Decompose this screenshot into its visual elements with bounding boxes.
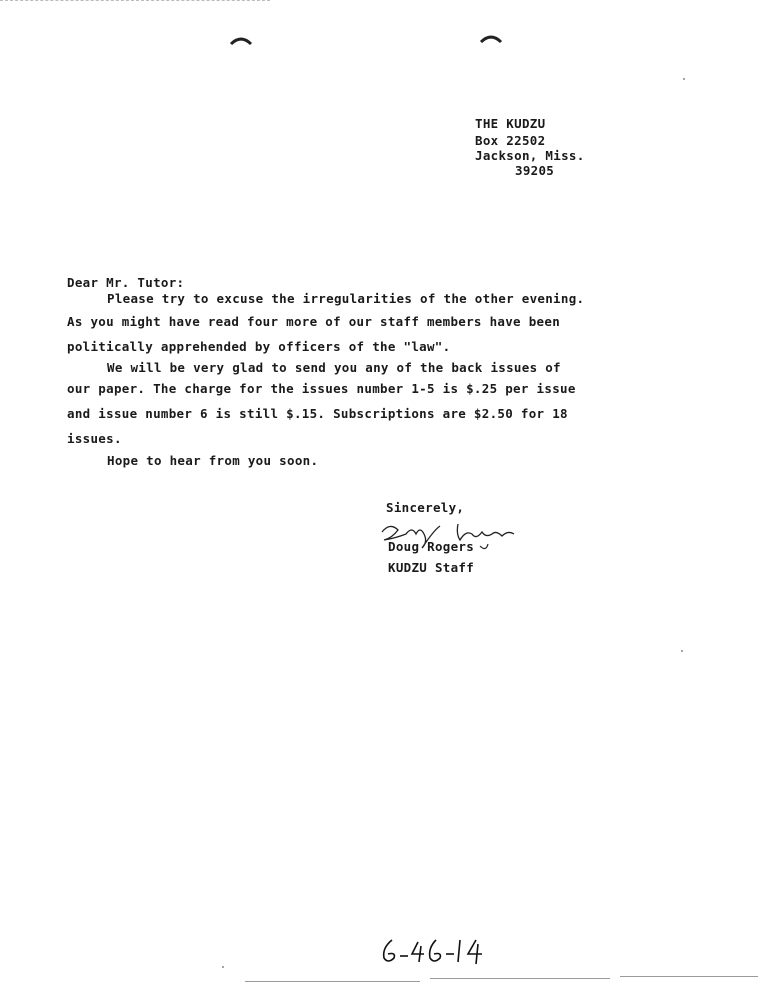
scan-speck: [681, 650, 683, 652]
address-line-1: THE KUDZU: [475, 116, 546, 131]
body-line-6: and issue number 6 is still $.15. Subscriptions are $2.50 for 18: [67, 406, 568, 421]
handwritten-file-number: [378, 934, 488, 968]
body-line-8: Hope to hear from you soon.: [107, 453, 319, 468]
body-line-5: our paper. The charge for the issues number 1-5 is $.25 per issue: [67, 381, 576, 396]
bottom-rule-left: [245, 981, 420, 982]
signer-name: Doug Rogers: [388, 539, 475, 554]
top-dotted-edge: [0, 0, 270, 3]
sign-off: Sincerely,: [386, 500, 465, 515]
bottom-rule-middle: [430, 978, 610, 979]
body-line-1: Please try to excuse the irregularities of the other evening.: [107, 291, 585, 306]
address-zip: 39205: [515, 163, 555, 178]
body-line-4: We will be very glad to send you any of the back issues of: [107, 360, 561, 375]
punch-hole-mark-right: [479, 34, 503, 44]
signer-title: KUDZU Staff: [388, 560, 475, 575]
body-line-2: As you might have read four more of our staff members have been: [67, 314, 561, 329]
punch-hole-mark-left: [229, 36, 253, 46]
salutation: Dear Mr. Tutor:: [67, 275, 185, 290]
bottom-rule-right: [620, 976, 758, 977]
address-line-3: Jackson, Miss.: [475, 148, 585, 163]
body-line-3: politically apprehended by officers of the "law".: [67, 339, 451, 354]
scan-speck: [683, 78, 685, 80]
scan-speck: [222, 966, 224, 968]
address-line-2: Box 22502: [475, 133, 546, 148]
body-line-7: issues.: [67, 431, 122, 446]
